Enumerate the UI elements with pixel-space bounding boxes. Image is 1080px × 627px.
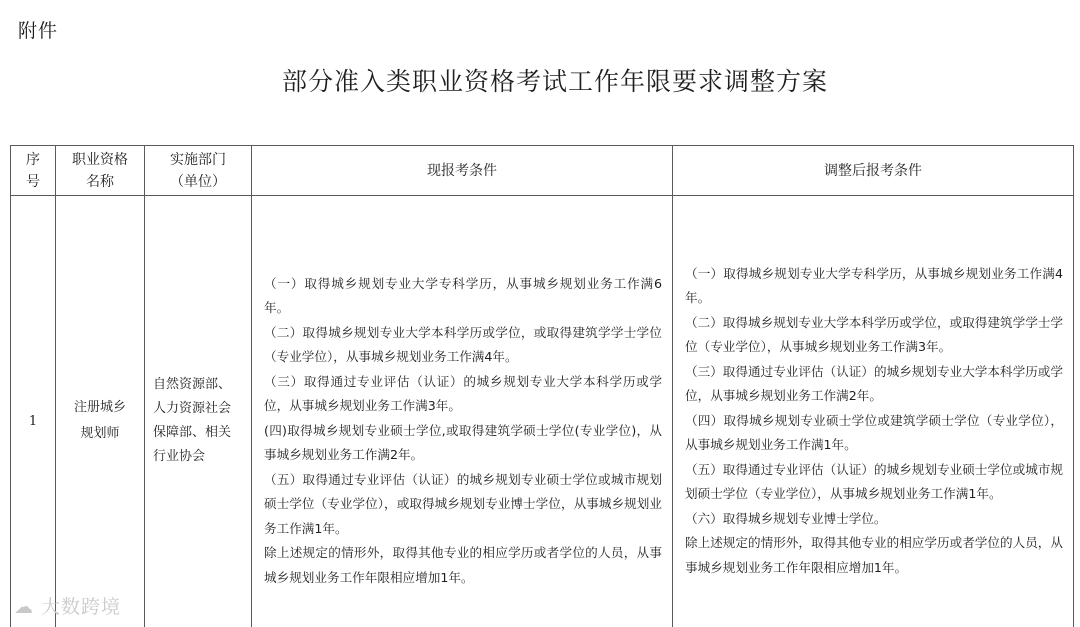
adjusted-condition-4: （四）取得城乡规划专业硕士学位或建筑学硕士学位（专业学位），从事城乡规划业务工作满1年。 xyxy=(685,412,1063,453)
header-seq xyxy=(11,146,56,196)
row-current-conditions xyxy=(252,196,673,627)
header-department-line2: （单位） xyxy=(170,173,226,190)
current-condition-6: 除上述规定的情形外，取得其他专业的相应学历或者学位的人员，从事城乡规划业务工作年限相应增加1年。 xyxy=(264,545,662,585)
adjusted-condition-2: （二）取得城乡规划专业大学本科学历或学位，或取得建筑学学士学位（专业学位），从事城乡规划业务工作满3年。 xyxy=(685,314,1063,355)
adjusted-condition-3: （三）取得通过专业评估（认证）的城乡规划专业大学本科学历或学位，从事城乡规划业务工作满2年。 xyxy=(685,363,1063,404)
watermark-text: 大数跨境 xyxy=(41,596,122,618)
row-qualification-text: 注册城乡规划师 xyxy=(73,400,126,441)
adjusted-condition-6: （六）取得城乡规划专业博士学位。 xyxy=(685,510,887,526)
header-qualification xyxy=(56,146,145,196)
header-seq-line2: 号 xyxy=(26,173,40,190)
header-adjusted-conditions: 调整后报考条件 xyxy=(673,146,1074,196)
header-department-line1: 实施部门 xyxy=(170,151,226,168)
row-seq: 1 xyxy=(11,196,56,627)
current-condition-4: (四)取得城乡规划专业硕士学位,或取得建筑学硕士学位(专业学位)，从事城乡规划业务工作满2年。 xyxy=(264,422,662,463)
watermark xyxy=(14,592,121,619)
current-condition-5: （五）取得通过专业评估（认证）的城乡规划专业硕士学位或城市规划硕士学位（专业学位），或取得城乡规划专业博士学位，从事城乡规划业务工作满1年。 xyxy=(264,471,662,536)
row-department: 自然资源部、人力资源社会保障部、相关行业协会 xyxy=(145,196,252,627)
requirements-table xyxy=(10,145,1074,627)
table-row xyxy=(11,196,1074,627)
current-condition-3: （三）取得通过专业评估（认证）的城乡规划专业大学本科学历或学位，从事城乡规划业务工作满3年。 xyxy=(264,373,662,414)
current-condition-2: （二）取得城乡规划专业大学本科学历或学位，或取得建筑学学士学位（专业学位），从事城乡规划业务工作满4年。 xyxy=(264,324,662,365)
row-adjusted-conditions xyxy=(673,196,1074,627)
header-current-conditions: 现报考条件 xyxy=(252,146,673,196)
header-qualification-line2: 名称 xyxy=(86,173,114,190)
attachment-label: 附件 xyxy=(18,20,59,42)
row-qualification xyxy=(56,196,145,627)
header-department xyxy=(145,146,252,196)
watermark-logo-icon: ☁ xyxy=(14,596,34,618)
adjusted-condition-5: （五）取得通过专业评估（认证）的城乡规划专业硕士学位或城市规划硕士学位（专业学位），从事城乡规划业务工作满1年。 xyxy=(685,461,1063,502)
adjusted-condition-1: （一）取得城乡规划专业大学专科学历，从事城乡规划业务工作满4年。 xyxy=(685,265,1063,306)
document-title: 部分准入类职业资格考试工作年限要求调整方案 xyxy=(281,67,828,96)
header-qualification-line1: 职业资格 xyxy=(72,151,128,168)
table-header-row xyxy=(11,146,1074,196)
header-seq-line1: 序 xyxy=(26,151,40,168)
current-condition-1: （一）取得城乡规划专业大学专科学历，从事城乡规划业务工作满6年。 xyxy=(264,275,662,316)
adjusted-condition-7: 除上述规定的情形外，取得其他专业的相应学历或者学位的人员，从事城乡规划业务工作年限相应增加1年。 xyxy=(685,535,1063,575)
